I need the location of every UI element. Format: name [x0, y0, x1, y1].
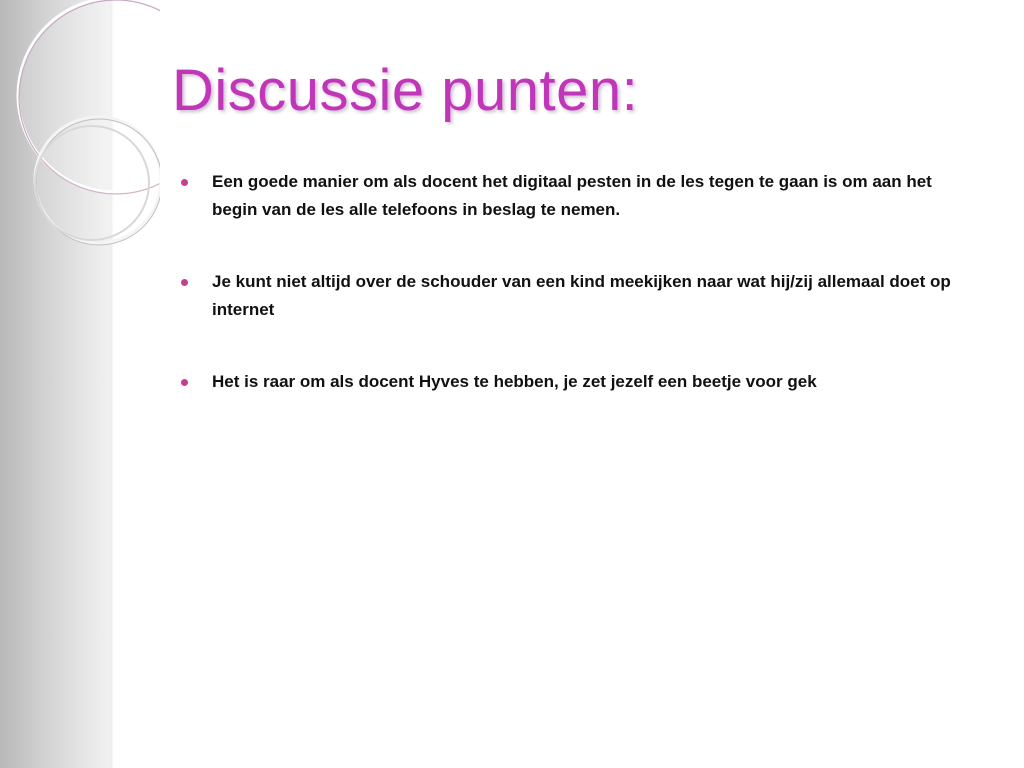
bullet-item [178, 268, 978, 324]
slide-title: Discussie punten: [172, 58, 639, 123]
bullet-dot-icon [181, 379, 188, 386]
decorative-circles [0, 0, 160, 260]
bullet-item [178, 168, 978, 224]
bullet-item [178, 368, 978, 396]
bullet-list [178, 168, 978, 396]
bullet-dot-icon [181, 179, 188, 186]
bullet-text: Een goede manier om als docent het digitaal pesten in de les tegen te gaan is om aan het begin van de les alle telefoons in beslag te nemen. [212, 172, 932, 219]
bullet-text: Je kunt niet altijd over de schouder van een kind meekijken naar wat hij/zij allemaal doet op internet [212, 272, 951, 319]
bullet-dot-icon [181, 279, 188, 286]
bullet-text: Het is raar om als docent Hyves te hebben, je zet jezelf een beetje voor gek [212, 372, 817, 391]
